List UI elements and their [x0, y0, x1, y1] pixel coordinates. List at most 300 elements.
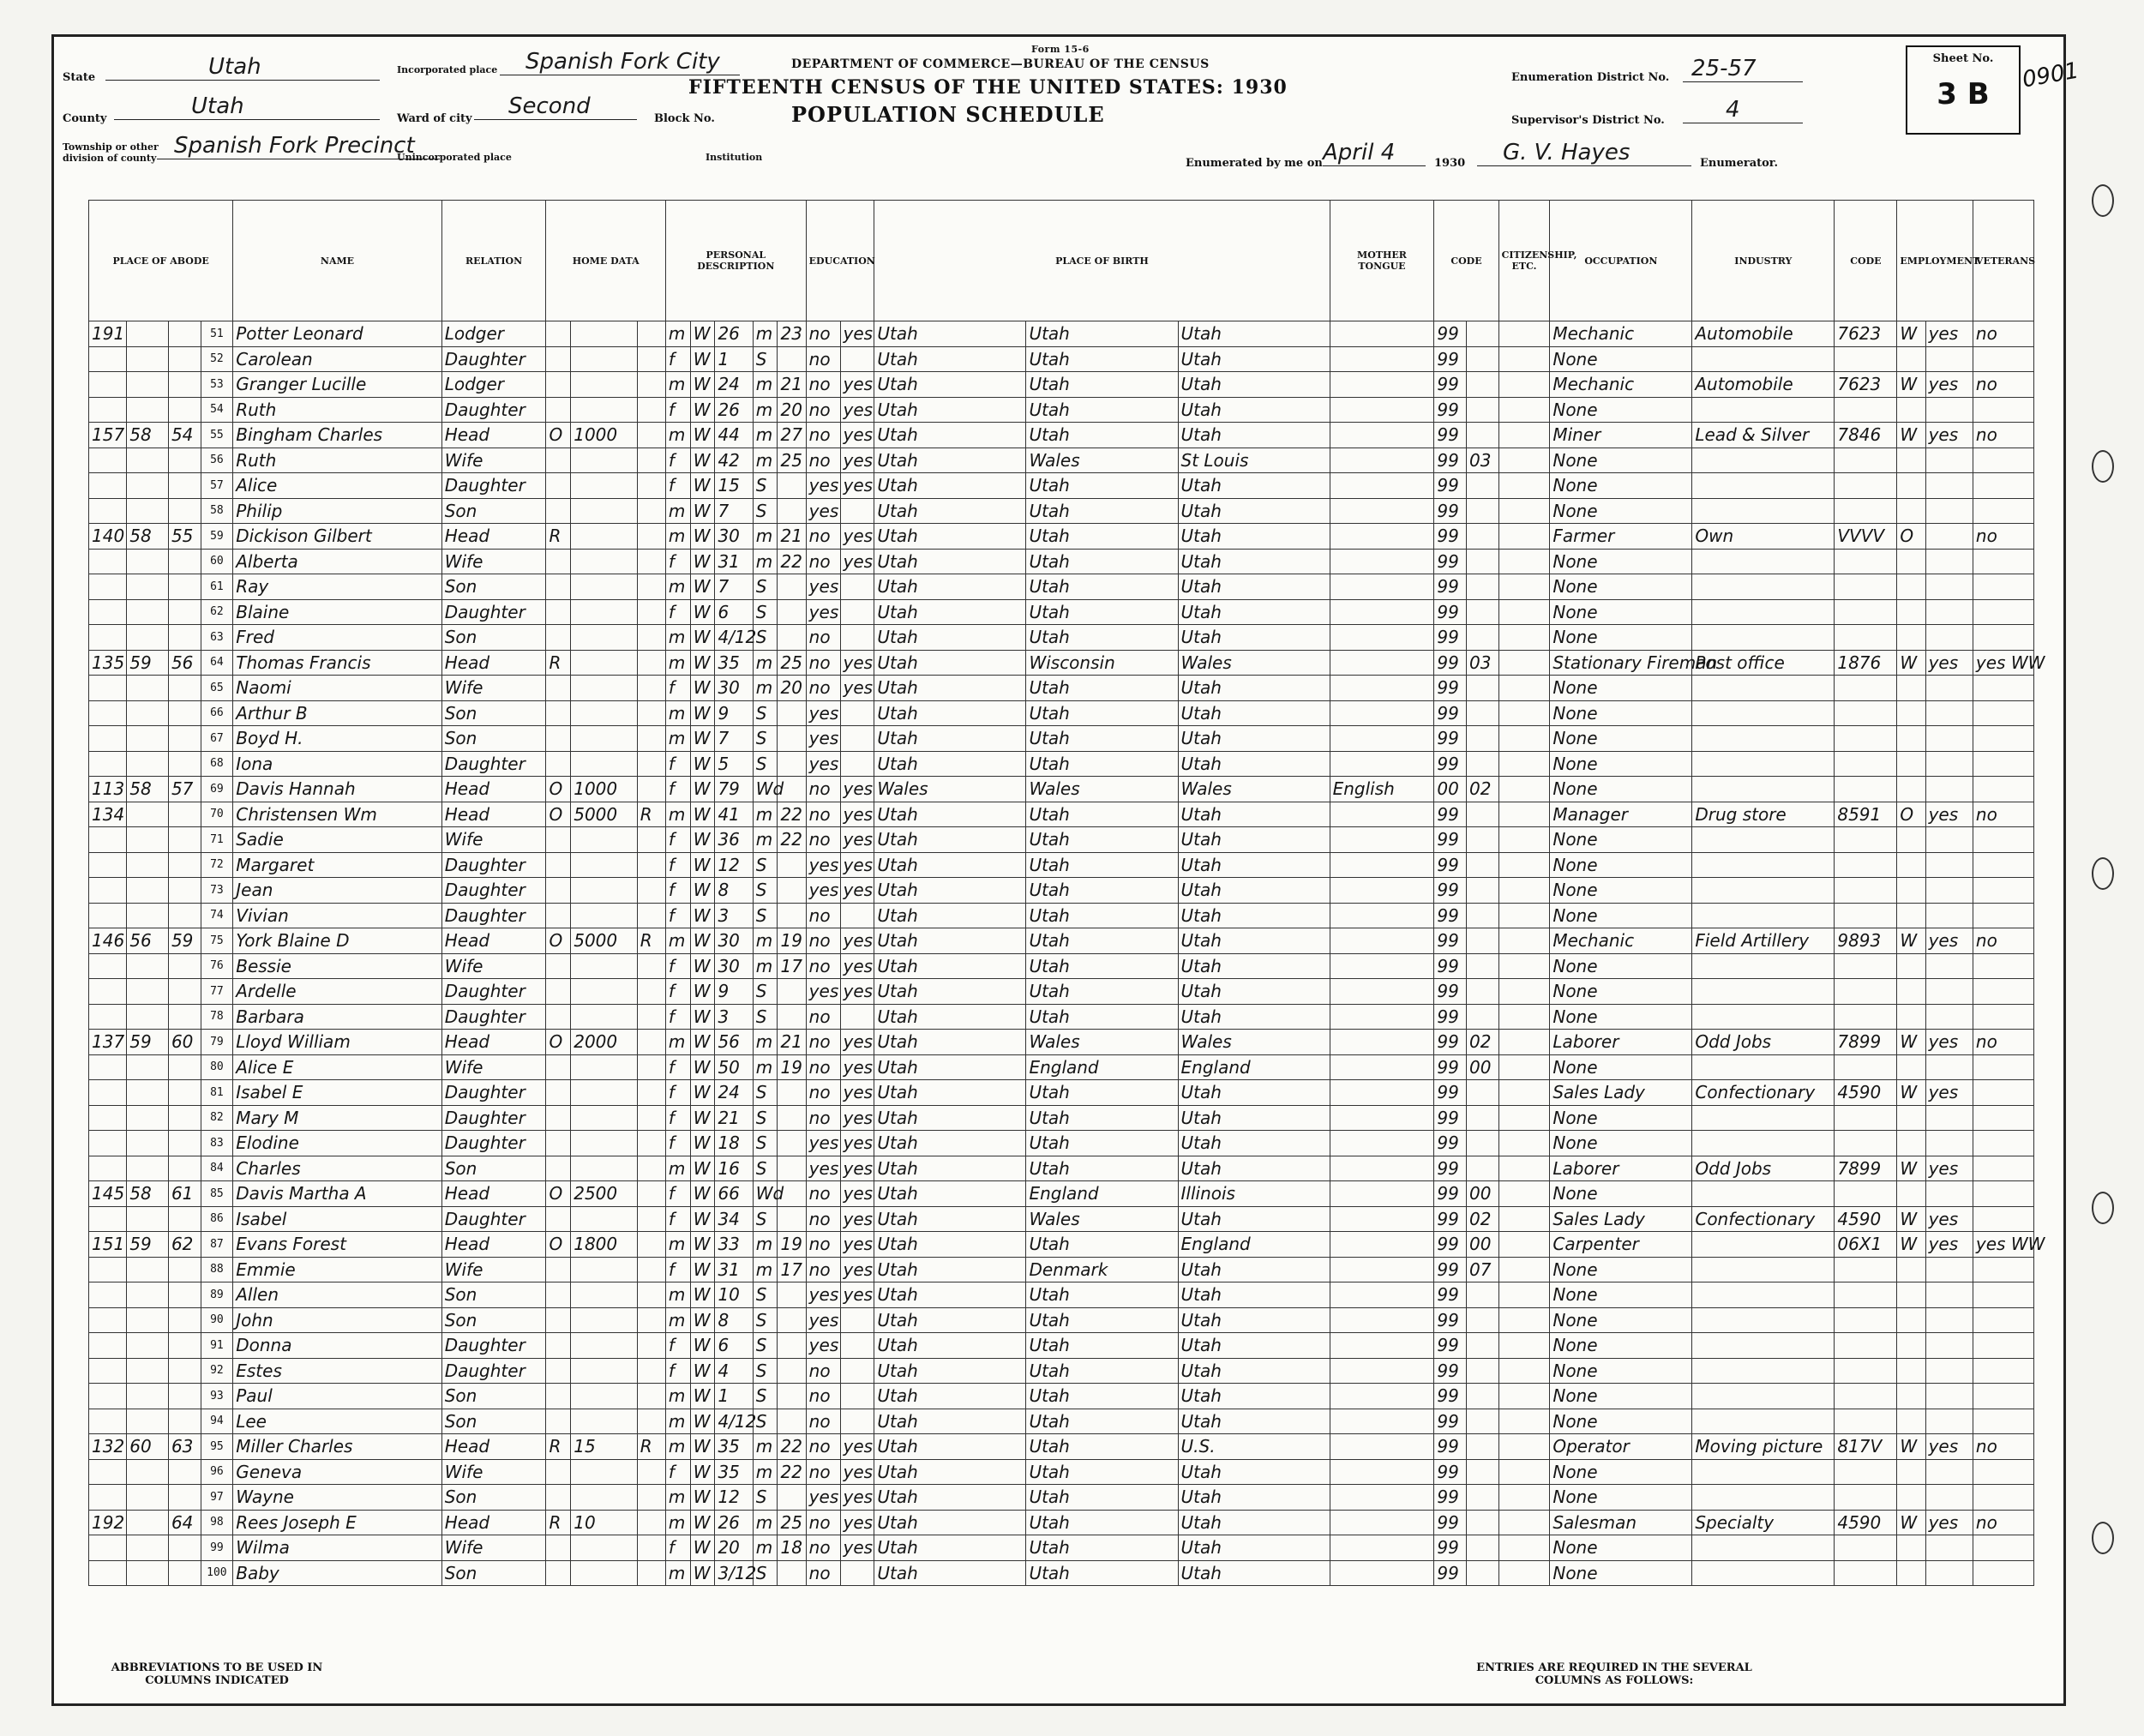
class-of-worker-cell: O — [1897, 802, 1925, 827]
can-read-cell: yes — [840, 1105, 874, 1131]
age-cell: 79 — [715, 777, 753, 802]
table-row — [89, 777, 2034, 802]
class-of-worker-cell — [1897, 448, 1925, 473]
attended-school-cell: yes — [806, 1156, 840, 1181]
father-birthplace-cell: Utah — [1026, 751, 1178, 777]
age-cell: 50 — [715, 1054, 753, 1080]
marital-status-cell: m — [753, 1434, 778, 1460]
code-b-cell — [1466, 1282, 1498, 1308]
dwelling-number-cell — [127, 1485, 169, 1511]
age-at-marriage-cell — [778, 625, 806, 651]
occupation-cell: None — [1550, 953, 1692, 979]
class-of-worker-cell: W — [1897, 1156, 1925, 1181]
occupation-cell: None — [1550, 676, 1692, 701]
attended-school-cell: no — [806, 1054, 840, 1080]
age-at-marriage-cell: 17 — [778, 1257, 806, 1282]
age-cell: 31 — [715, 1257, 753, 1282]
birthplace-cell: Utah — [874, 802, 1026, 827]
institution-label: Institution — [706, 152, 763, 163]
can-read-cell: yes — [840, 372, 874, 398]
attended-school-cell: no — [806, 1358, 840, 1384]
census-sheet — [51, 34, 2081, 1706]
age-at-marriage-cell — [778, 1105, 806, 1131]
industry-cell — [1692, 1232, 1835, 1258]
radio-cell — [637, 650, 665, 676]
mother-birthplace-cell: Utah — [1178, 1080, 1330, 1106]
industry-code-cell — [1835, 700, 1897, 726]
class-of-worker-cell — [1897, 1560, 1925, 1586]
race-cell: W — [690, 448, 715, 473]
class-of-worker-cell: W — [1897, 1434, 1925, 1460]
marital-status-cell: m — [753, 650, 778, 676]
dwelling-number-cell — [127, 878, 169, 904]
home-value-cell — [571, 1131, 637, 1156]
father-birthplace-cell: Wisconsin — [1026, 650, 1178, 676]
birthplace-cell: Utah — [874, 700, 1026, 726]
age-at-marriage-cell: 18 — [778, 1535, 806, 1561]
attended-school-cell: no — [806, 777, 840, 802]
code-a-cell: 99 — [1434, 1459, 1467, 1485]
tenure-cell — [546, 473, 571, 499]
marital-status-cell: S — [753, 498, 778, 524]
code-a-cell: 99 — [1434, 1535, 1467, 1561]
house-number-cell — [89, 1156, 127, 1181]
employed-cell — [1925, 903, 1973, 928]
marital-status-cell: S — [753, 1384, 778, 1409]
col-place-of-abode: PLACE OF ABODE — [89, 201, 233, 321]
line-number-cell: 99 — [201, 1535, 233, 1561]
birthplace-cell: Utah — [874, 979, 1026, 1005]
person-name-cell: Sadie — [233, 827, 441, 853]
age-at-marriage-cell — [778, 1206, 806, 1232]
radio-cell — [637, 1054, 665, 1080]
mother-tongue-cell — [1330, 802, 1434, 827]
relation-cell: Daughter — [441, 1358, 546, 1384]
tenure-cell: O — [546, 1181, 571, 1207]
marital-status-cell: S — [753, 903, 778, 928]
birthplace-cell: Utah — [874, 1004, 1026, 1030]
marital-status-cell: S — [753, 625, 778, 651]
code-b-cell — [1466, 1156, 1498, 1181]
dwelling-number-cell — [127, 1105, 169, 1131]
person-name-cell: Lloyd William — [233, 1030, 441, 1055]
tenure-cell — [546, 676, 571, 701]
attended-school-cell: yes — [806, 599, 840, 625]
mother-tongue-cell — [1330, 676, 1434, 701]
father-birthplace-cell: Utah — [1026, 549, 1178, 574]
mother-birthplace-cell: Utah — [1178, 574, 1330, 600]
person-name-cell: Dickison Gilbert — [233, 524, 441, 550]
veteran-cell — [1973, 574, 2033, 600]
tenure-cell: R — [546, 650, 571, 676]
dwelling-number-cell — [127, 953, 169, 979]
birthplace-cell: Utah — [874, 650, 1026, 676]
occupation-cell: Mechanic — [1550, 928, 1692, 954]
occupation-cell: Laborer — [1550, 1156, 1692, 1181]
mother-birthplace-cell: Illinois — [1178, 1181, 1330, 1207]
veteran-cell — [1973, 903, 2033, 928]
col-industry-code: CODE — [1835, 201, 1897, 321]
table-row — [89, 1181, 2034, 1207]
industry-code-cell — [1835, 751, 1897, 777]
line-number-cell: 89 — [201, 1282, 233, 1308]
house-number-cell — [89, 1560, 127, 1586]
tenure-cell — [546, 878, 571, 904]
class-of-worker-cell — [1897, 498, 1925, 524]
table-row — [89, 625, 2034, 651]
attended-school-cell: no — [806, 1434, 840, 1460]
marital-status-cell: m — [753, 1510, 778, 1535]
code-a-cell: 99 — [1434, 574, 1467, 600]
class-of-worker-cell — [1897, 1257, 1925, 1282]
mother-tongue-cell — [1330, 599, 1434, 625]
home-value-cell — [571, 878, 637, 904]
line-number-cell: 64 — [201, 650, 233, 676]
age-at-marriage-cell — [778, 878, 806, 904]
place-label: Incorporated place — [397, 64, 498, 75]
class-of-worker-cell — [1897, 878, 1925, 904]
father-birthplace-cell: Utah — [1026, 953, 1178, 979]
table-row — [89, 1156, 2034, 1181]
house-number-cell — [89, 1080, 127, 1106]
age-cell: 41 — [715, 802, 753, 827]
veteran-cell: yes WW — [1973, 1232, 2033, 1258]
veteran-cell — [1973, 599, 2033, 625]
code-a-cell: 99 — [1434, 498, 1467, 524]
industry-cell — [1692, 1307, 1835, 1333]
census-table — [88, 200, 2045, 1586]
table-row — [89, 1080, 2034, 1106]
industry-cell — [1692, 1409, 1835, 1434]
age-cell: 1 — [715, 1384, 753, 1409]
radio-cell — [637, 1131, 665, 1156]
race-cell: W — [690, 650, 715, 676]
class-of-worker-cell — [1897, 979, 1925, 1005]
attended-school-cell: no — [806, 625, 840, 651]
age-at-marriage-cell — [778, 599, 806, 625]
race-cell: W — [690, 346, 715, 372]
tenure-cell — [546, 599, 571, 625]
industry-code-cell: 817V — [1835, 1434, 1897, 1460]
relation-cell: Head — [441, 1434, 546, 1460]
race-cell: W — [690, 1307, 715, 1333]
person-name-cell: Davis Hannah — [233, 777, 441, 802]
person-name-cell: York Blaine D — [233, 928, 441, 954]
mother-birthplace-cell: Utah — [1178, 953, 1330, 979]
tenure-cell — [546, 1206, 571, 1232]
dwelling-number-cell — [127, 1131, 169, 1156]
industry-code-cell: 7623 — [1835, 372, 1897, 398]
ward-value: Second — [474, 93, 637, 120]
citizenship-cell — [1498, 903, 1550, 928]
veteran-cell: no — [1973, 524, 2033, 550]
radio-cell — [637, 1156, 665, 1181]
county-label: County — [63, 112, 107, 125]
age-cell: 9 — [715, 700, 753, 726]
county-value: Utah — [114, 93, 380, 120]
township-label: Township or other division of county — [63, 141, 159, 164]
industry-code-cell — [1835, 574, 1897, 600]
attended-school-cell: yes — [806, 1485, 840, 1511]
relation-cell: Son — [441, 574, 546, 600]
father-birthplace-cell: Utah — [1026, 700, 1178, 726]
industry-cell — [1692, 827, 1835, 853]
col-place-of-birth: PLACE OF BIRTH — [874, 201, 1330, 321]
mother-birthplace-cell: Utah — [1178, 321, 1330, 347]
marital-status-cell: S — [753, 1105, 778, 1131]
person-name-cell: Evans Forest — [233, 1232, 441, 1258]
age-at-marriage-cell: 25 — [778, 650, 806, 676]
citizenship-cell — [1498, 346, 1550, 372]
home-value-cell — [571, 953, 637, 979]
mother-tongue-cell — [1330, 1434, 1434, 1460]
industry-code-cell — [1835, 777, 1897, 802]
mother-tongue-cell — [1330, 524, 1434, 550]
home-value-cell: 1000 — [571, 423, 637, 448]
mother-birthplace-cell: Utah — [1178, 1485, 1330, 1511]
code-a-cell: 99 — [1434, 1131, 1467, 1156]
state-value: Utah — [105, 54, 380, 81]
dwelling-number-cell: 58 — [127, 524, 169, 550]
house-number-cell — [89, 1004, 127, 1030]
person-name-cell: Naomi — [233, 676, 441, 701]
code-b-cell — [1466, 852, 1498, 878]
birthplace-cell: Utah — [874, 903, 1026, 928]
relation-cell: Wife — [441, 549, 546, 574]
birthplace-cell: Utah — [874, 346, 1026, 372]
radio-cell — [637, 700, 665, 726]
veteran-cell — [1973, 397, 2033, 423]
code-b-cell — [1466, 1434, 1498, 1460]
can-read-cell: yes — [840, 1080, 874, 1106]
race-cell: W — [690, 1206, 715, 1232]
citizenship-cell — [1498, 700, 1550, 726]
code-b-cell — [1466, 1485, 1498, 1511]
relation-cell: Head — [441, 423, 546, 448]
father-birthplace-cell: England — [1026, 1054, 1178, 1080]
occupation-cell: Miner — [1550, 423, 1692, 448]
mother-birthplace-cell: Utah — [1178, 1409, 1330, 1434]
dwelling-number-cell — [127, 802, 169, 827]
age-cell: 35 — [715, 650, 753, 676]
attended-school-cell: no — [806, 1080, 840, 1106]
house-number-cell — [89, 397, 127, 423]
attended-school-cell: yes — [806, 751, 840, 777]
age-cell: 1 — [715, 346, 753, 372]
industry-cell — [1692, 1257, 1835, 1282]
veteran-cell — [1973, 1004, 2033, 1030]
sex-cell: m — [665, 1030, 690, 1055]
age-at-marriage-cell — [778, 574, 806, 600]
class-of-worker-cell — [1897, 599, 1925, 625]
race-cell: W — [690, 1054, 715, 1080]
class-of-worker-cell — [1897, 346, 1925, 372]
house-number-cell — [89, 827, 127, 853]
occupation-cell: Sales Lady — [1550, 1206, 1692, 1232]
code-a-cell: 99 — [1434, 928, 1467, 954]
mother-tongue-cell — [1330, 549, 1434, 574]
employed-cell — [1925, 498, 1973, 524]
code-a-cell: 99 — [1434, 979, 1467, 1005]
sex-cell: f — [665, 852, 690, 878]
relation-cell: Daughter — [441, 979, 546, 1005]
birthplace-cell: Utah — [874, 1535, 1026, 1561]
age-cell: 7 — [715, 726, 753, 752]
mother-tongue-cell — [1330, 1333, 1434, 1359]
person-name-cell: Alice — [233, 473, 441, 499]
birthplace-cell: Utah — [874, 1282, 1026, 1308]
race-cell: W — [690, 777, 715, 802]
tenure-cell: O — [546, 928, 571, 954]
mother-birthplace-cell: Utah — [1178, 599, 1330, 625]
table-row — [89, 1232, 2034, 1258]
house-number-cell: 137 — [89, 1030, 127, 1055]
age-cell: 8 — [715, 878, 753, 904]
mother-birthplace-cell: Wales — [1178, 1030, 1330, 1055]
class-of-worker-cell — [1897, 676, 1925, 701]
tenure-cell — [546, 852, 571, 878]
class-of-worker-cell — [1897, 1105, 1925, 1131]
father-birthplace-cell: Utah — [1026, 1384, 1178, 1409]
can-read-cell — [840, 1004, 874, 1030]
mother-tongue-cell — [1330, 346, 1434, 372]
house-number-cell: 134 — [89, 802, 127, 827]
age-at-marriage-cell — [778, 1384, 806, 1409]
code-a-cell: 99 — [1434, 1054, 1467, 1080]
home-value-cell — [571, 1384, 637, 1409]
family-number-cell — [168, 1307, 201, 1333]
age-cell: 35 — [715, 1434, 753, 1460]
home-value-cell — [571, 903, 637, 928]
veteran-cell — [1973, 979, 2033, 1005]
father-birthplace-cell: Utah — [1026, 979, 1178, 1005]
attended-school-cell: no — [806, 1105, 840, 1131]
birthplace-cell: Utah — [874, 1030, 1026, 1055]
age-cell: 3 — [715, 1004, 753, 1030]
table-row — [89, 1409, 2034, 1434]
code-a-cell: 99 — [1434, 1004, 1467, 1030]
employed-cell — [1925, 397, 1973, 423]
industry-code-cell — [1835, 852, 1897, 878]
veteran-cell — [1973, 878, 2033, 904]
veteran-cell — [1973, 676, 2033, 701]
tenure-cell: O — [546, 802, 571, 827]
tenure-cell — [546, 346, 571, 372]
relation-cell: Daughter — [441, 599, 546, 625]
family-number-cell: 57 — [168, 777, 201, 802]
race-cell: W — [690, 1560, 715, 1586]
class-of-worker-cell — [1897, 1485, 1925, 1511]
person-name-cell: Estes — [233, 1358, 441, 1384]
father-birthplace-cell: Utah — [1026, 574, 1178, 600]
table-row — [89, 827, 2034, 853]
line-number-cell: 85 — [201, 1181, 233, 1207]
attended-school-cell: no — [806, 321, 840, 347]
house-number-cell — [89, 1409, 127, 1434]
person-name-cell: Alice E — [233, 1054, 441, 1080]
family-number-cell: 64 — [168, 1510, 201, 1535]
can-read-cell — [840, 1358, 874, 1384]
table-row — [89, 1004, 2034, 1030]
mother-birthplace-cell: Utah — [1178, 625, 1330, 651]
house-number-cell — [89, 903, 127, 928]
table-row — [89, 802, 2034, 827]
veteran-cell — [1973, 346, 2033, 372]
citizenship-cell — [1498, 1307, 1550, 1333]
radio-cell — [637, 1004, 665, 1030]
family-number-cell — [168, 751, 201, 777]
mother-tongue-cell — [1330, 726, 1434, 752]
class-of-worker-cell — [1897, 397, 1925, 423]
radio-cell — [637, 1080, 665, 1106]
age-at-marriage-cell — [778, 1131, 806, 1156]
family-number-cell — [168, 1257, 201, 1282]
attended-school-cell: no — [806, 1257, 840, 1282]
line-number-cell: 83 — [201, 1131, 233, 1156]
person-name-cell: John — [233, 1307, 441, 1333]
age-cell: 26 — [715, 321, 753, 347]
industry-cell — [1692, 498, 1835, 524]
mother-birthplace-cell: Utah — [1178, 1004, 1330, 1030]
class-of-worker-cell — [1897, 1004, 1925, 1030]
tenure-cell — [546, 321, 571, 347]
marital-status-cell: S — [753, 726, 778, 752]
marital-status-cell: m — [753, 524, 778, 550]
dwelling-number-cell: 58 — [127, 1181, 169, 1207]
sex-cell: m — [665, 1485, 690, 1511]
tenure-cell: O — [546, 423, 571, 448]
home-value-cell — [571, 1307, 637, 1333]
father-birthplace-cell: Wales — [1026, 1206, 1178, 1232]
tenure-cell — [546, 498, 571, 524]
person-name-cell: Ray — [233, 574, 441, 600]
dwelling-number-cell — [127, 1358, 169, 1384]
person-name-cell: Bingham Charles — [233, 423, 441, 448]
house-number-cell — [89, 878, 127, 904]
table-row — [89, 549, 2034, 574]
line-number-cell: 72 — [201, 852, 233, 878]
citizenship-cell — [1498, 1232, 1550, 1258]
mother-tongue-cell — [1330, 372, 1434, 398]
veteran-cell — [1973, 625, 2033, 651]
line-number-cell: 62 — [201, 599, 233, 625]
code-b-cell — [1466, 346, 1498, 372]
census-title: FIFTEENTH CENSUS OF THE UNITED STATES: 1930 — [688, 76, 1288, 99]
person-name-cell: Mary M — [233, 1105, 441, 1131]
industry-code-cell — [1835, 397, 1897, 423]
house-number-cell — [89, 751, 127, 777]
line-number-cell: 61 — [201, 574, 233, 600]
sex-cell: f — [665, 599, 690, 625]
house-number-cell — [89, 700, 127, 726]
occupation-cell: None — [1550, 1485, 1692, 1511]
class-of-worker-cell — [1897, 1282, 1925, 1308]
age-cell: 12 — [715, 852, 753, 878]
code-b-cell — [1466, 524, 1498, 550]
age-cell: 34 — [715, 1206, 753, 1232]
line-number-cell: 95 — [201, 1434, 233, 1460]
employed-cell — [1925, 625, 1973, 651]
table-row — [89, 321, 2034, 347]
citizenship-cell — [1498, 777, 1550, 802]
can-read-cell — [840, 726, 874, 752]
veteran-cell — [1973, 473, 2033, 499]
code-a-cell: 99 — [1434, 827, 1467, 853]
attended-school-cell: yes — [806, 498, 840, 524]
marital-status-cell: Wd — [753, 777, 778, 802]
citizenship-cell — [1498, 1105, 1550, 1131]
veteran-cell — [1973, 726, 2033, 752]
